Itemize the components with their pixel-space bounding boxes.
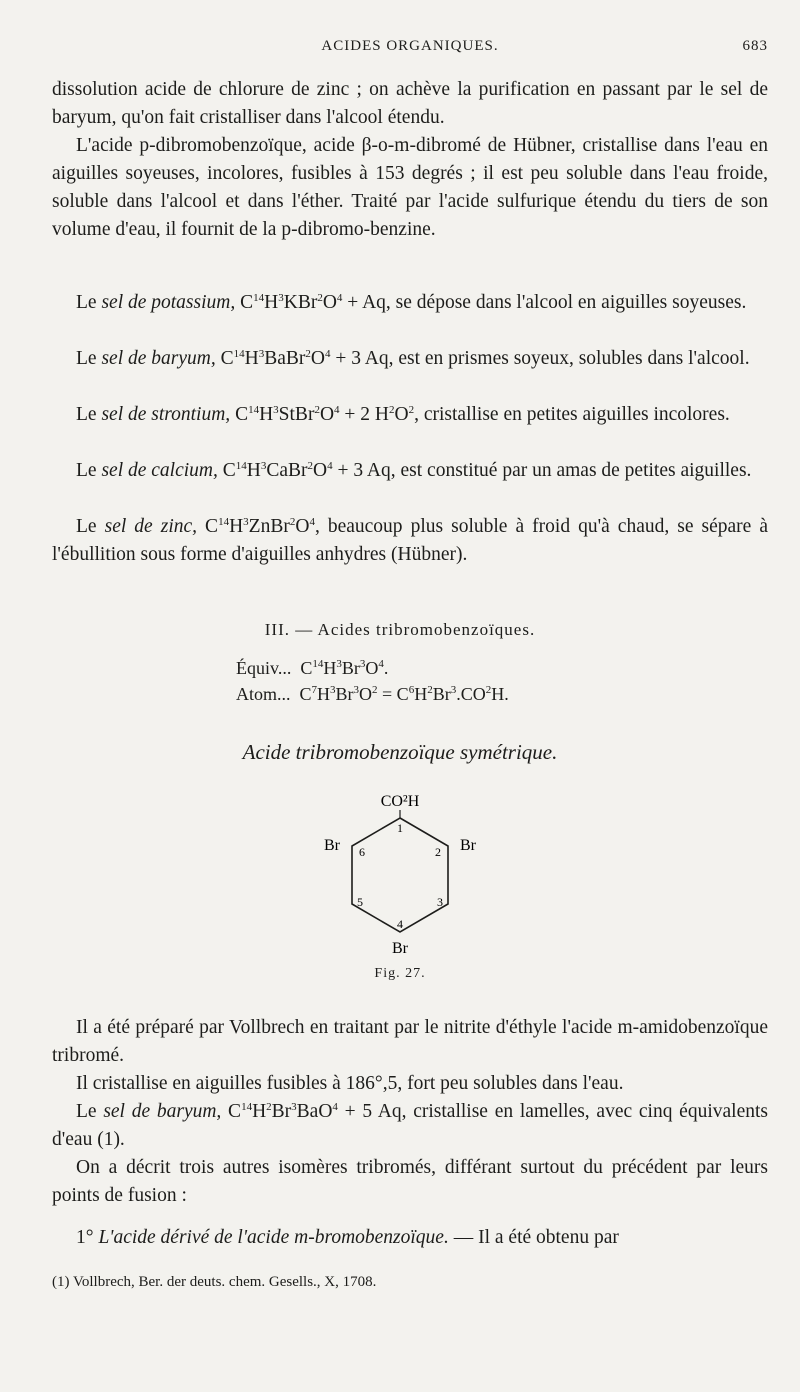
svg-text:6: 6: [359, 845, 365, 859]
label-br-right: Br: [460, 837, 476, 854]
paragraph-dibromobenzoic: L'acide p-dibromobenzoïque, acide β-o-m-dibromé de Hübner, cristallise dans l'eau en aiguilles soyeuses, incolores, fusibles à 153 degrés ; il est peu soluble dans l'eau froide, soluble dans l'alcool et dans l'éther. Traité par l'acide sulfurique étendu du tiers de son volume d'eau, il fournit de la p-dibromo-benzine.: [52, 135, 768, 240]
paragraph-crystallisation: Il cristallise en aiguilles fusibles à 186°,5, fort peu solubles dans l'eau.: [76, 1073, 624, 1094]
running-header: [52, 38, 768, 62]
paragraph-barium-salt: Le sel de baryum, $C^{14}H^3BaBr^2O^4 + 3$ Aq, est en prismes soyeux, solubles dans l'alcool.: [76, 348, 750, 369]
hexagon-ring: [352, 818, 448, 932]
benzene-ring-diagram: [300, 788, 500, 988]
label-br-bottom: Br: [392, 940, 408, 957]
svg-text:2: 2: [435, 845, 441, 859]
figure-caption: Fig. 27.: [374, 966, 426, 981]
formula-atom: Atom... $C^7H^3Br^3O^2 = C^6H^2Br^3.CO^2H$.: [236, 684, 509, 704]
svg-text:1: 1: [397, 821, 403, 835]
paragraph-vollbrech: Il a été préparé par Vollbrech en traitant par le nitrite d'éthyle l'acide m-amidobenzoïque tribromé.: [52, 1017, 768, 1066]
svg-text:4: 4: [397, 917, 403, 931]
formula-equiv: Équiv... $C^{14}H^3Br^3O^4$.: [236, 658, 389, 678]
paragraph-m-bromobenzoic: 1° L'acide dérivé de l'acide m-bromobenzoïque. — Il a été obtenu par: [76, 1227, 619, 1248]
page-number: 683: [742, 38, 768, 54]
label-co2h: CO²H: [380, 793, 420, 810]
paragraph-strontium-salt: Le sel de strontium, $C^{14}H^3StBr^2O^4 + 2$ $H^2O^2$, cristallise en petites aiguilles incolores.: [76, 404, 730, 425]
svg-text:3: 3: [437, 895, 443, 909]
footnote: (1) Vollbrech, Ber. der deuts. chem. Gesells., X, 1708.: [52, 1274, 377, 1290]
section-heading: III. — Acides tribromobenzoïques.: [264, 620, 536, 639]
svg-text:5: 5: [357, 895, 363, 909]
paragraph-1: dissolution acide de chlorure de zinc ; on achève la purification en passant par le sel de baryum, qu'on fait cristalliser dans l'alcool étendu.: [52, 79, 768, 128]
header-title: ACIDES ORGANIQUES.: [321, 38, 499, 54]
paragraph-calcium-salt: Le sel de calcium, $C^{14}H^3CaBr^2O^4 + 3$ Aq, est constitué par un amas de petites aiguilles.: [76, 460, 752, 481]
paragraph-potassium-salt: Le sel de potassium, $C^{14}H^3KBr^2O^4 + Aq$, se dépose dans l'alcool en aiguilles soyeuses.: [76, 292, 747, 313]
compound-subheading: Acide tribromobenzoïque symétrique.: [242, 740, 558, 764]
label-br-left: Br: [324, 837, 340, 854]
paragraph-zinc-salt: Le sel de zinc, $C^{14}H^3ZnBr^2O^4$, beaucoup plus soluble à froid qu'à chaud, se sépare à l'ébullition sous forme d'aiguilles anhydres (Hübner).: [52, 516, 769, 565]
paragraph-barium-salt-2: Le sel de baryum, $C^{14}H^2Br^3BaO^4 + 5$ Aq, cristallise en lamelles, avec cinq équivalents d'eau (1).: [52, 1101, 768, 1150]
paragraph-isomers: On a décrit trois autres isomères tribromés, différant surtout du précédent par leurs points de fusion :: [52, 1157, 768, 1206]
